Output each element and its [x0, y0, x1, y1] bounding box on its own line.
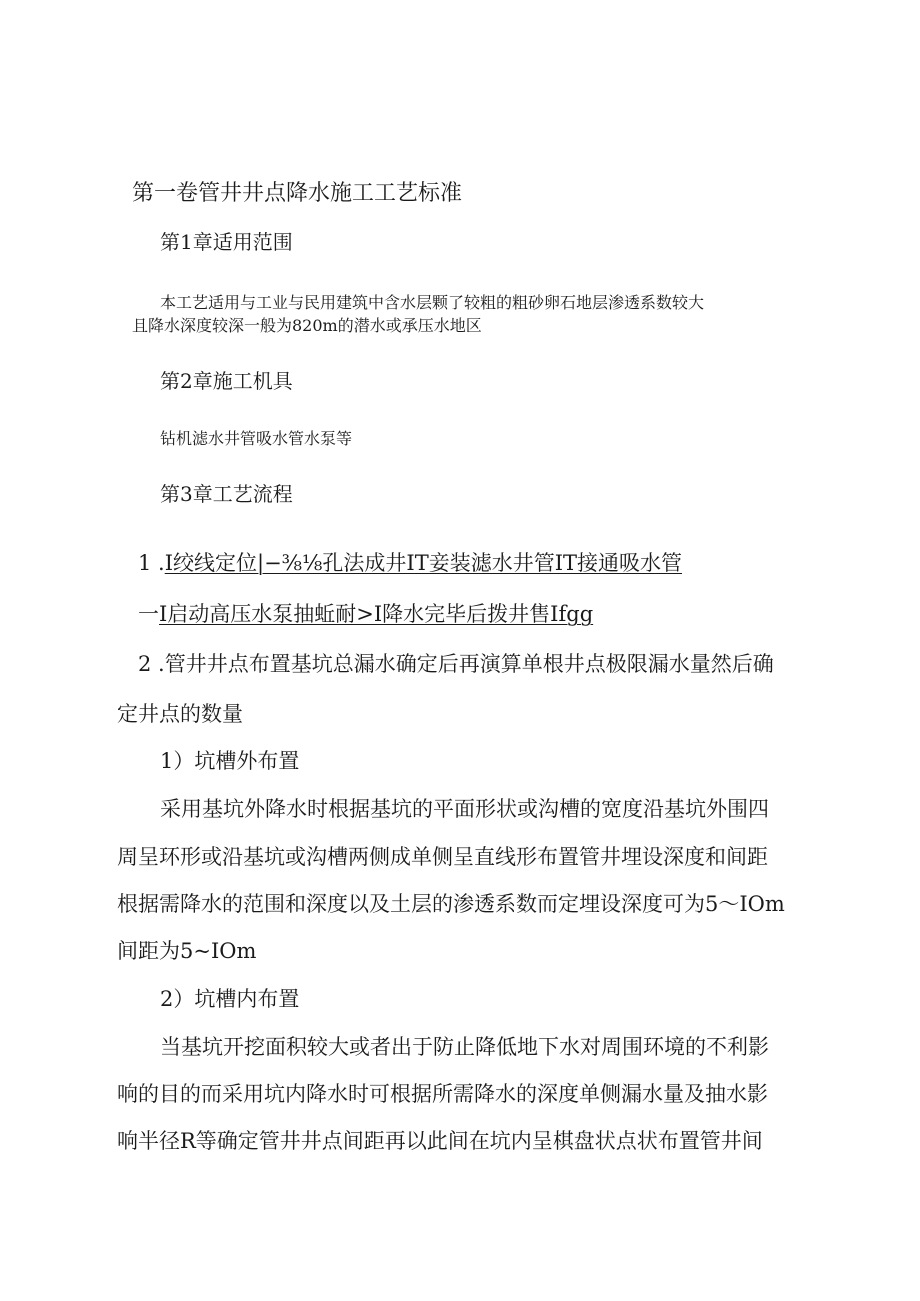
- sub-2-heading: 2）坑槽内布置: [160, 987, 300, 1011]
- sub-1-line-1: 采用基坑外降水时根据基坑的平面形状或沟槽的宽度沿基坑外围四: [160, 797, 769, 821]
- flow-line-2-steps: I启动高压水泵抽蚯耐>I降水完毕后拨井售Ifgg: [159, 602, 594, 626]
- sub-2-line-2: 响的目的而采用坑内降水时可根据所需降水的深度单侧漏水量及抽水影: [117, 1082, 768, 1106]
- flow-line-1: [138, 553, 682, 574]
- chapter-1-heading: 第1章适用范围: [160, 230, 293, 254]
- sub-2-line-1: 当基坑开挖面积较大或者出于防止降低地下水对周围环境的不利影: [160, 1035, 769, 1059]
- chapter-1-text-line-2: 且降水深度较深一般为820m的潜水或承压水地区: [132, 316, 482, 335]
- sub-2-line-3: 响半径R等确定管井井点间距再以此间在坑内呈棋盘状点状布置管井间: [117, 1129, 763, 1153]
- chapter-2-text: 钻机滤水井管吸水管水泵等: [160, 429, 353, 448]
- sub-1-line-2: 周呈环形或沿基坑或沟槽两侧成单侧呈直线形布置管井埋设深度和间距: [117, 845, 768, 869]
- chapter-2-heading: 第2章施工机具: [160, 369, 293, 393]
- item-2-line-1: 2 .管井井点布置基坑总漏水确定后再演算单根井点极限漏水量然后确: [138, 652, 774, 676]
- document-title: 第一卷管井井点降水施工工艺标准: [132, 181, 463, 206]
- flow-line-1-steps: I绞线定位|−⅜⅛孔法成井IT妾装滤水井管IT接通吸水管: [164, 551, 682, 575]
- flow-line-2: [138, 604, 593, 625]
- flow-line-1-prefix: 1 .: [138, 551, 165, 575]
- flow-line-2-prefix: 一: [138, 602, 159, 626]
- sub-1-heading: 1）坑槽外布置: [160, 749, 300, 773]
- sub-1-line-3: 根据需降水的范围和深度以及土层的渗透系数而定埋设深度可为5～IOm: [117, 892, 785, 916]
- chapter-3-heading: 第3章工艺流程: [160, 482, 293, 506]
- sub-1-line-4: 间距为5~IOm: [117, 939, 257, 963]
- item-2-line-2: 定井点的数量: [117, 702, 243, 726]
- chapter-1-text-line-1: 本工艺适用与工业与民用建筑中含水层颗了较粗的粗砂卵石地层渗透系数较大: [160, 293, 705, 312]
